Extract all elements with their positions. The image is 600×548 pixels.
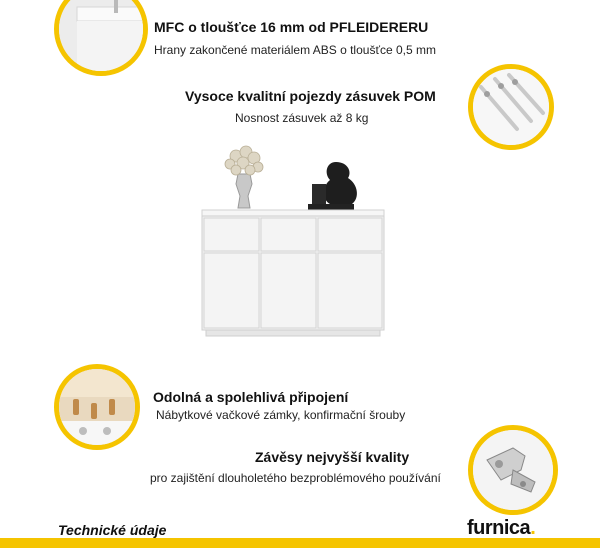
- feature-subtitle-connectors: Nábytkové vačkové zámky, konfirmační šrouby: [156, 408, 406, 422]
- feature-title-board: MFC o tloušťce 16 mm od PFLEIDERERU: [154, 19, 429, 35]
- sculpture-decoration: [308, 162, 357, 210]
- feature-title-runners: Vysoce kvalitní pojezdy zásuvek POM: [185, 88, 436, 104]
- drawer-runners-illustration: [473, 69, 549, 145]
- feature-subtitle-board: Hrany zakončené materiálem ABS o tloušťce 0,5 mm: [154, 43, 436, 57]
- brand-logo: [467, 517, 535, 540]
- footer: [0, 514, 600, 548]
- brand-dot: .: [530, 517, 536, 539]
- connectors-photo: [54, 364, 140, 450]
- feature-subtitle-hinges: pro zajištění dlouholetého bezproblémového používání: [150, 471, 441, 485]
- hinge-illustration: [473, 430, 553, 510]
- feature-title-connectors: Odolná a spolehlivá připojení: [153, 389, 349, 405]
- vase-decoration: [225, 146, 263, 208]
- brand-name: furnica: [467, 517, 531, 539]
- connectors-illustration: [59, 369, 135, 445]
- feature-subtitle-runners: Nosnost zásuvek až 8 kg: [235, 111, 369, 125]
- drawer-runners-photo: [468, 64, 554, 150]
- sideboard-image: [190, 140, 430, 358]
- board-edge-illustration: [59, 0, 143, 71]
- feature-title-hinges: Závěsy nejvyšší kvality: [255, 449, 410, 465]
- technical-details-label: Technické údaje: [58, 522, 167, 538]
- hinge-photo: [468, 425, 558, 515]
- board-edge-photo: [54, 0, 148, 76]
